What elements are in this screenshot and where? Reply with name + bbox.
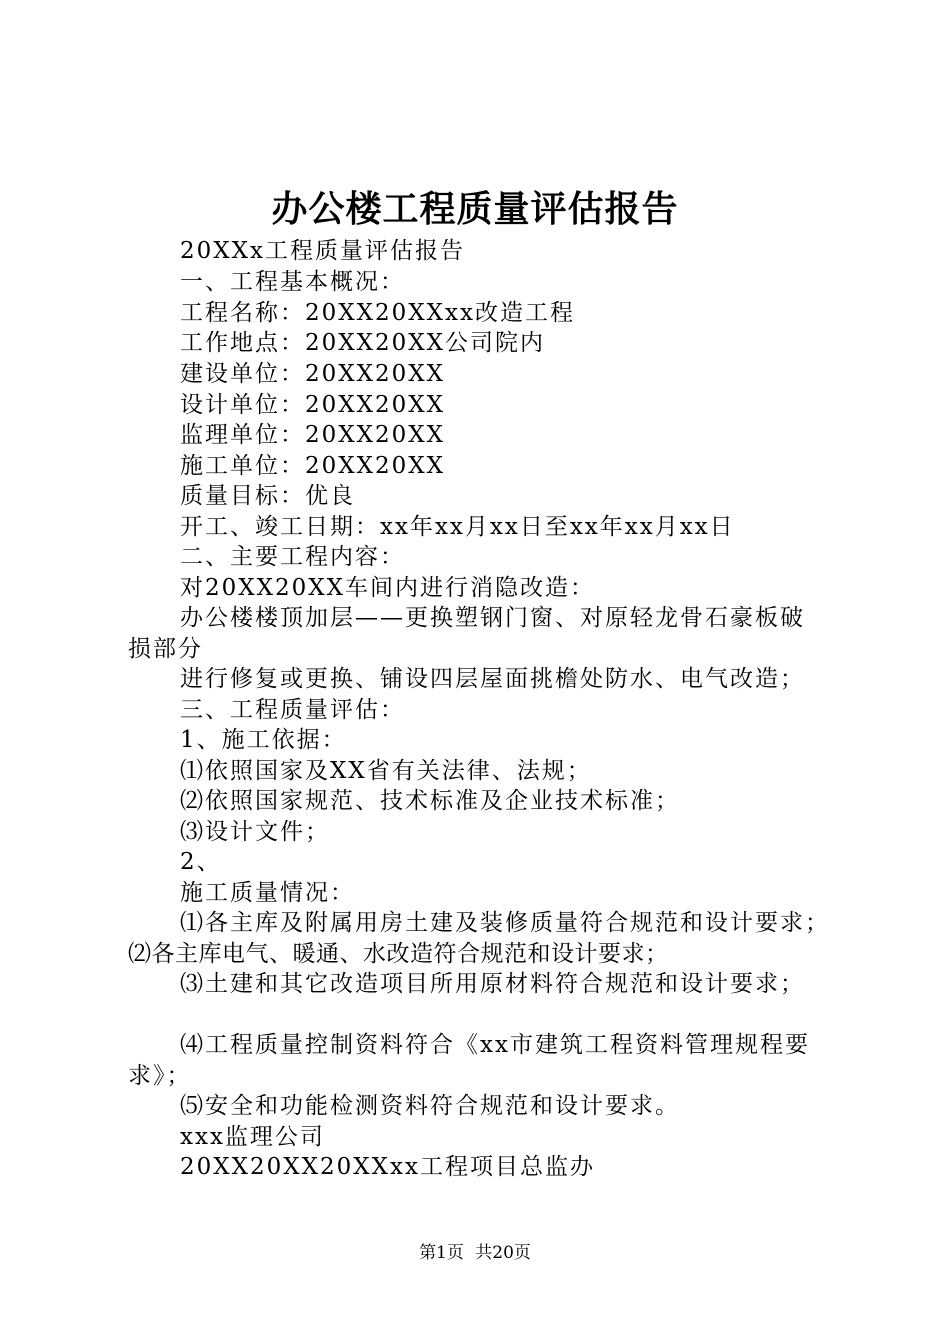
body-line: 20XXx工程质量评估报告 [180,238,465,264]
body-line: ⑶土建和其它改造项目所用原材料符合规范和设计要求； [180,971,805,997]
body-line: ⑷工程质量控制资料符合《xx市建筑工程资料管理规程要 [180,1032,810,1058]
body-line: 工作地点：20XX20XX公司院内 [180,330,546,356]
body-line: 1、施工依据： [180,727,347,753]
body-line: ⑴依照国家及XX省有关法律、法规； [180,758,592,784]
body-line: ⑴各主库及附属用房土建及装修质量符合规范和设计要求； [180,910,830,936]
body-line: 质量目标：优良 [180,483,355,509]
body-line: 建设单位：20XX20XX [180,361,446,387]
body-line: 三、工程质量评估： [180,697,405,723]
page-total: 共20页 [475,1243,531,1263]
body-line: ⑶设计文件； [180,819,330,845]
body-line: 施工单位：20XX20XX [180,453,446,479]
body-line: 求》； [128,1063,192,1089]
body-line: 工程名称：20XX20XXxx改造工程 [180,300,575,326]
body-line: 施工质量情况： [180,880,355,906]
body-line: 开工、竣工日期：xx年xx月xx日至xx年xx月xx日 [180,514,735,540]
body-line: 办公楼楼顶加层——更换塑钢门窗、对原轻龙骨石豪板破 [180,605,805,631]
body-line: 一、工程基本概况： [180,269,405,295]
body-line: 对20XX20XX车间内进行消隐改造： [180,575,596,601]
body-line: 监理单位：20XX20XX [180,422,446,448]
body-line: 进行修复或更换、铺设四层屋面挑檐处防水、电气改造； [180,666,805,692]
body-line: ⑵依照国家规范、技术标准及企业技术标准； [180,788,680,814]
body-line: ⑸安全和功能检测资料符合规范和设计要求。 [180,1093,680,1119]
body-line: 2、 [180,849,222,875]
document-title: 办公楼工程质量评估报告 [271,188,679,230]
body-line: 20XX20XX20XXxx工程项目总监办 [180,1154,595,1180]
body-line: ⑵各主库电气、暖通、水改造符合规范和设计要求； [128,941,669,967]
body-line: 设计单位：20XX20XX [180,392,446,418]
body-line: xxx监理公司 [180,1124,325,1150]
body-line: 损部分 [128,636,203,662]
body-line: 二、主要工程内容： [180,544,405,570]
page-footer [0,1241,950,1265]
page-number: 第1页 [419,1243,464,1263]
